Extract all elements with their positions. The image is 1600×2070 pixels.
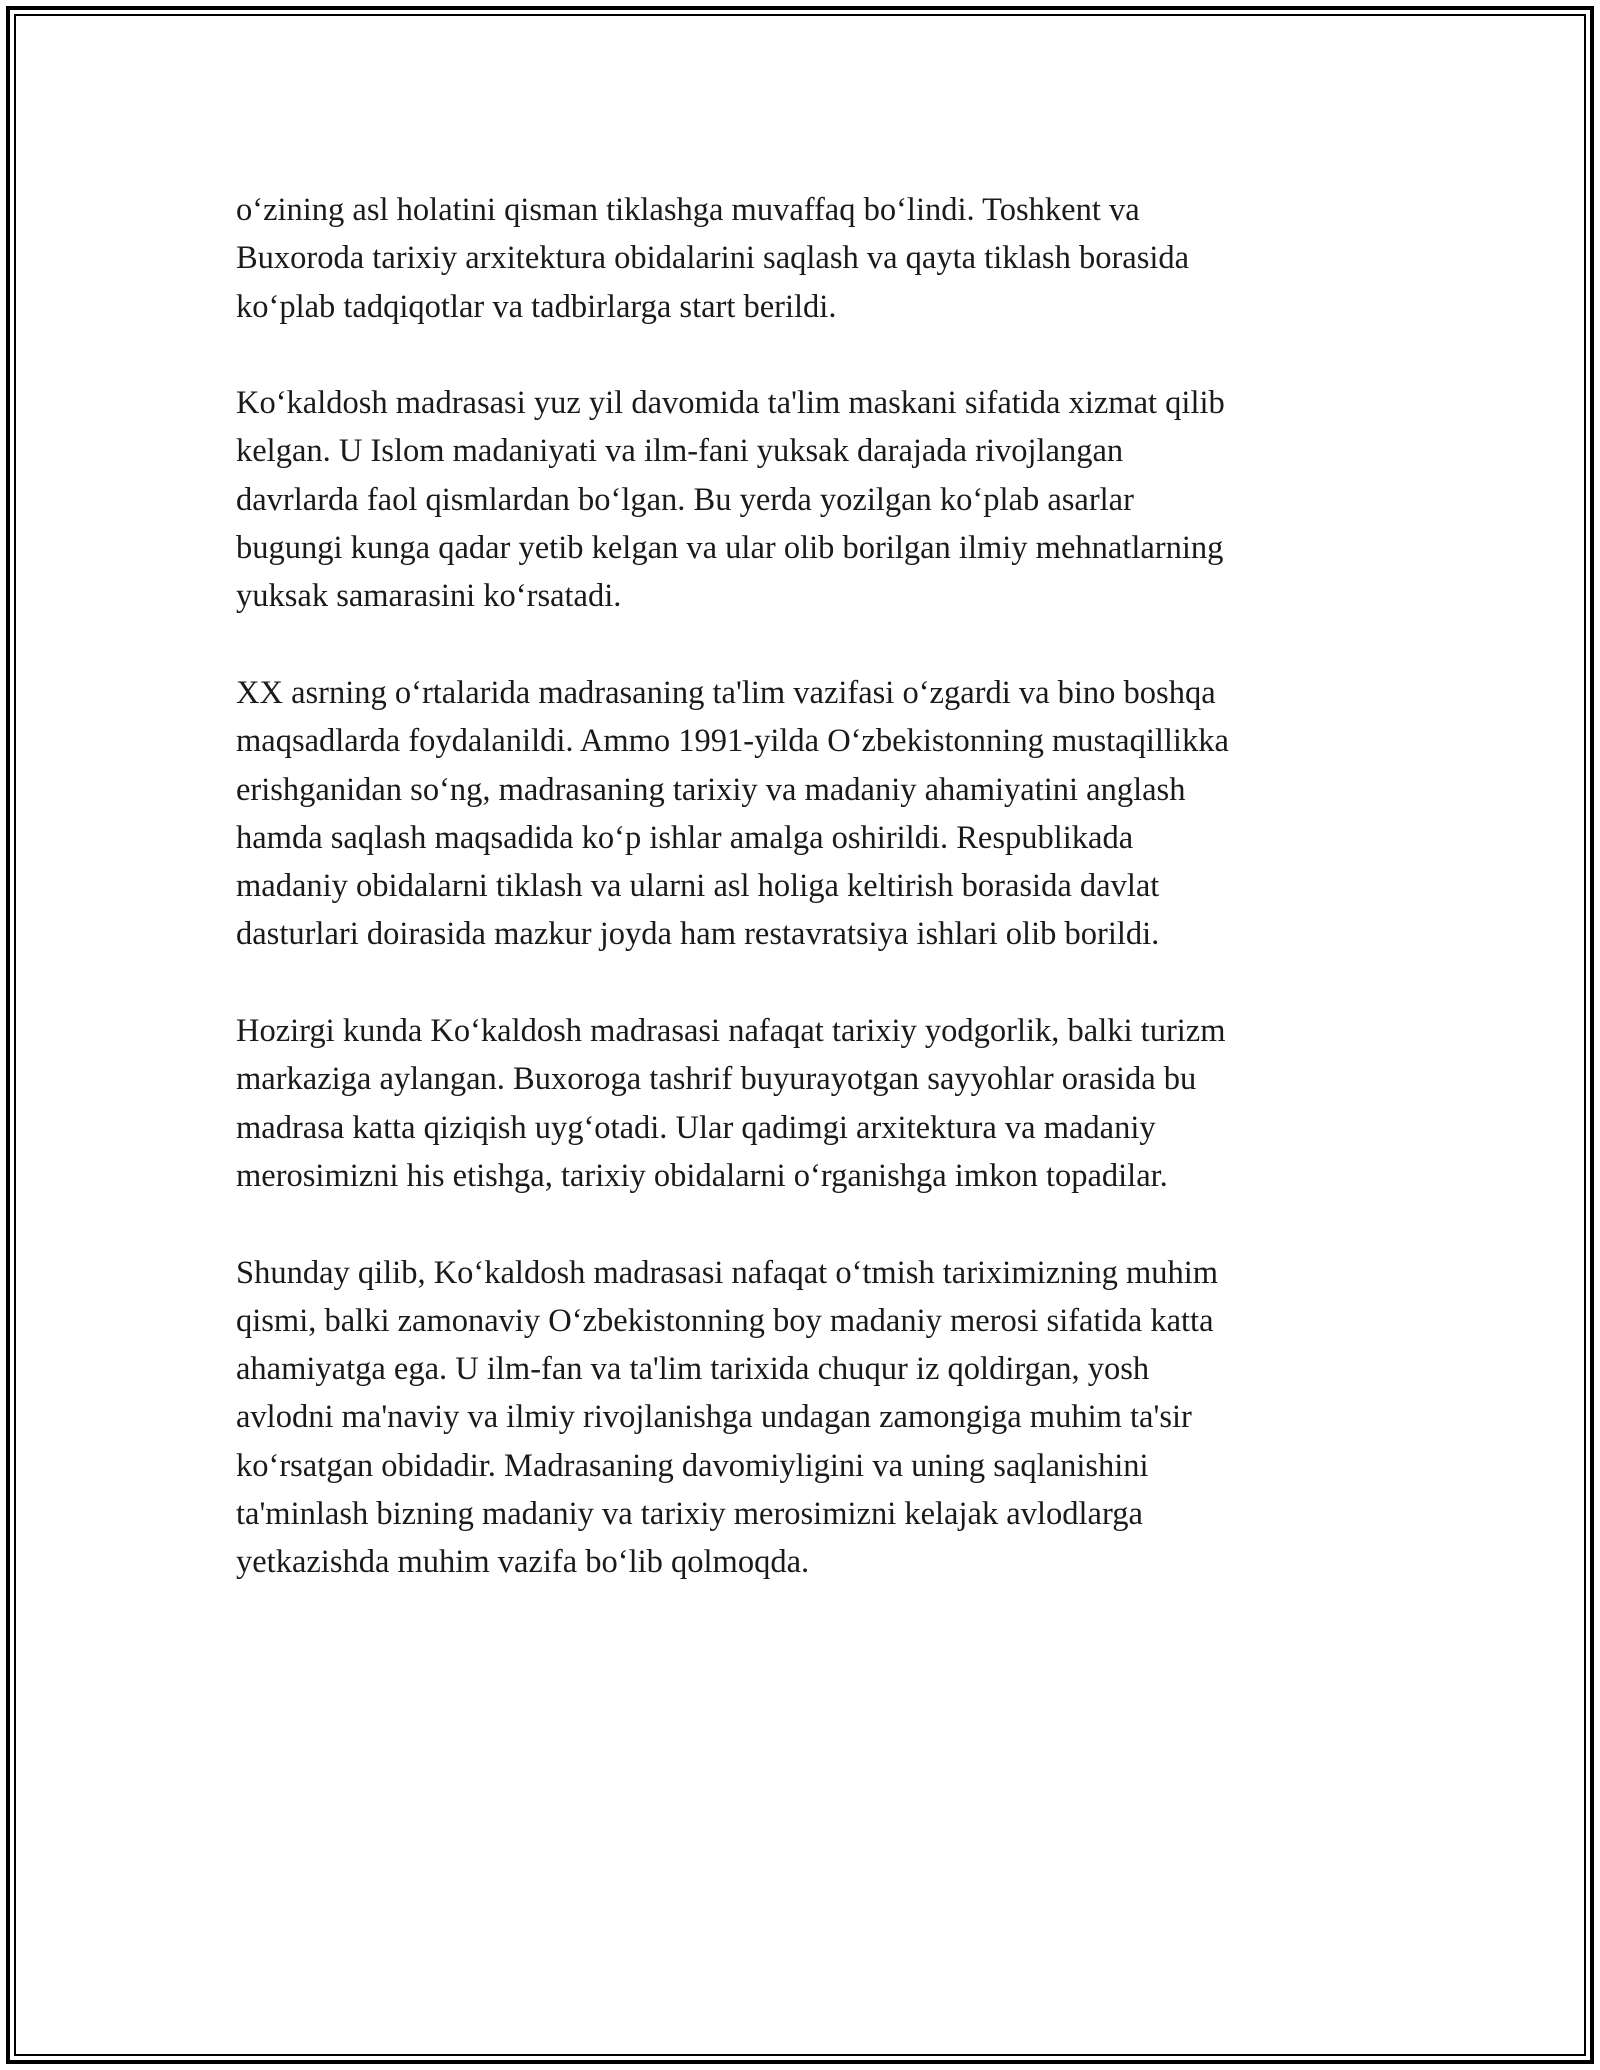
text-line: Ko‘kaldosh madrasasi yuz yil davomida ta'lim maskani sifatida xizmat qilib <box>236 385 1225 422</box>
paragraph-5 <box>236 1249 1366 1587</box>
text-line: yuksak samarasini ko‘rsatadi. <box>236 578 622 615</box>
text-line: qismi, balki zamonaviy O‘zbekistonning boy madaniy merosi sifatida katta <box>236 1302 1214 1339</box>
text-line: madaniy obidalarni tiklash va ularni asl holiga keltirish borasida davlat <box>236 868 1160 905</box>
text-line: o‘zining asl holatini qisman tiklashga muvaffaq bo‘lindi. Toshkent va <box>236 192 1140 228</box>
text-line: dasturlari doirasida mazkur joyda ham restavratsiya ishlari olib borildi. <box>236 916 1160 953</box>
text-line: ko‘rsatgan obidadir. Madrasaning davomiyligini va uning saqlanishini <box>236 1447 1149 1484</box>
text-line: avlodni ma'naviy va ilmiy rivojlanishga undagan zamongiga muhim ta'sir <box>236 1399 1192 1436</box>
paragraph-3 <box>236 669 1366 959</box>
text-line: ahamiyatga ega. U ilm-fan va ta'lim tarixida chuqur iz qoldirgan, yosh <box>236 1351 1150 1388</box>
paragraph-1 <box>236 186 1366 331</box>
text-line: markaziga aylangan. Buxoroga tashrif buyurayotgan sayyohlar orasida bu <box>236 1061 1197 1098</box>
text-line: ko‘plab tadqiqotlar va tadbirlarga start berildi. <box>236 288 837 325</box>
text-line: Buxoroda tarixiy arxitektura obidalarini saqlash va qayta tiklash borasida <box>236 240 1190 277</box>
text-line: hamda saqlash maqsadida ko‘p ishlar amalga oshirildi. Respublikada <box>236 819 1134 856</box>
text-line: davrlarda faol qismlardan bo‘lgan. Bu yerda yozilgan ko‘plab asarlar <box>236 481 1134 518</box>
text-line: maqsadlarda foydalanildi. Ammo 1991-yilda O‘zbekistonning mustaqillikka <box>236 723 1229 760</box>
document-body <box>236 186 1366 1635</box>
text-line: Hozirgi kunda Ko‘kaldosh madrasasi nafaqat tarixiy yodgorlik, balki turizm <box>236 1013 1226 1050</box>
paragraph-4 <box>236 1007 1366 1200</box>
paragraph-2 <box>236 379 1366 620</box>
text-line: kelgan. U Islom madaniyati va ilm-fani yuksak darajada rivojlangan <box>236 433 1124 470</box>
text-line: Shunday qilib, Ko‘kaldosh madrasasi nafaqat o‘tmish tariximizning muhim <box>236 1254 1219 1291</box>
text-line: erishganidan so‘ng, madrasaning tarixiy va madaniy ahamiyatini anglash <box>236 771 1186 808</box>
text-line: ta'minlash bizning madaniy va tarixiy merosimizni kelajak avlodlarga <box>236 1496 1143 1533</box>
text-line: madrasa katta qiziqish uyg‘otadi. Ular qadimgi arxitektura va madaniy <box>236 1109 1156 1146</box>
text-line: XX asrning o‘rtalarida madrasaning ta'lim vazifasi o‘zgardi va bino boshqa <box>236 674 1216 711</box>
text-line: yetkazishda muhim vazifa bo‘lib qolmoqda. <box>236 1544 810 1581</box>
text-line: merosimizni his etishga, tarixiy obidalarni o‘rganishga imkon topadilar. <box>236 1157 1168 1194</box>
text-line: bugungi kunga qadar yetib kelgan va ular olib borilgan ilmiy mehnatlarning <box>236 530 1224 567</box>
